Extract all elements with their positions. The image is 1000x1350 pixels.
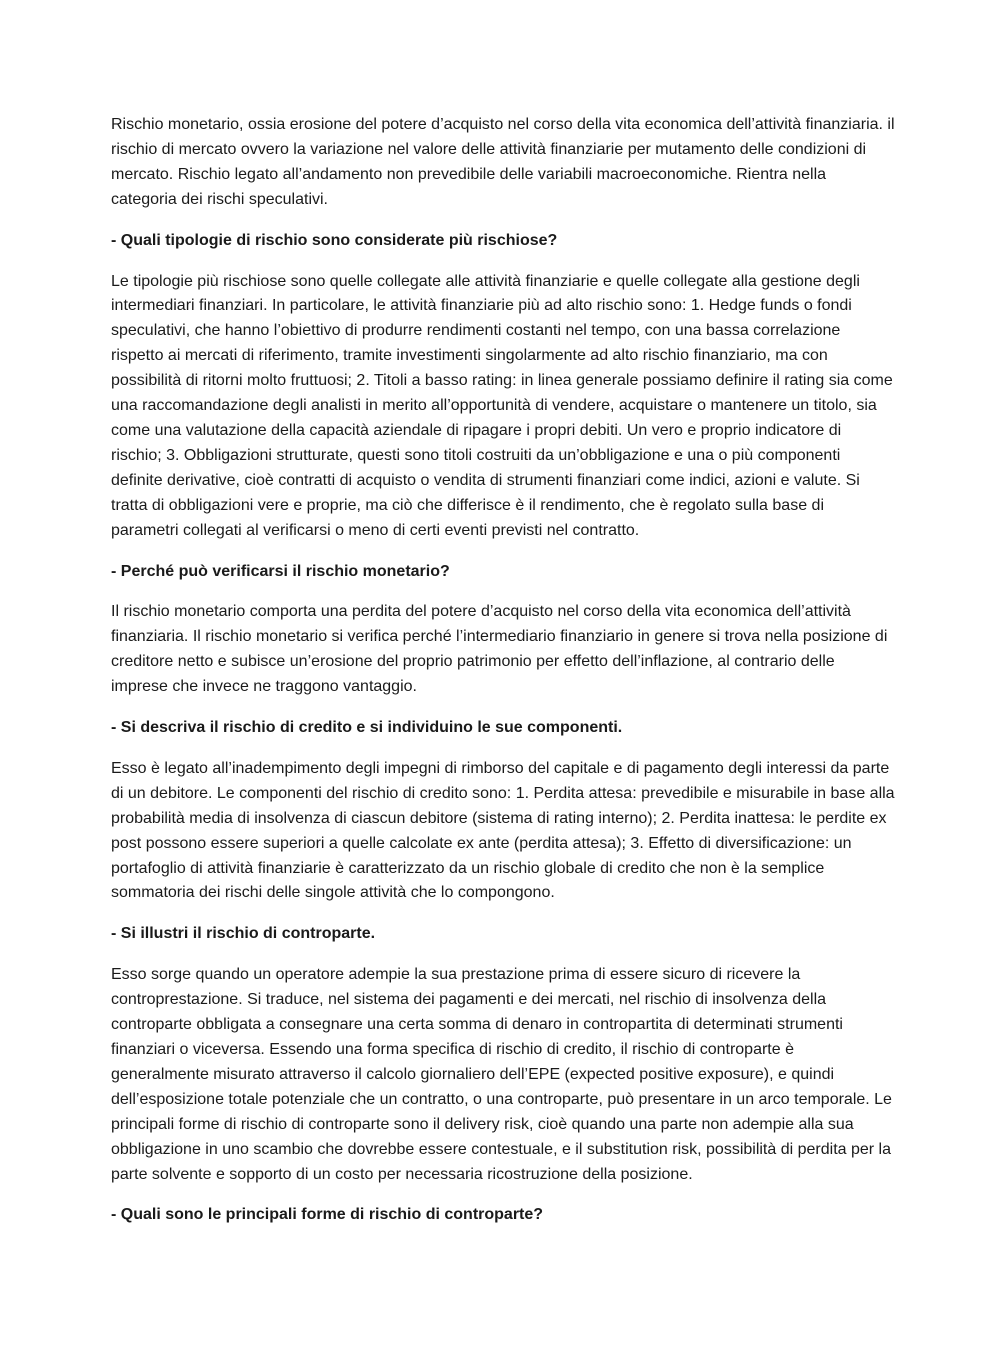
paragraph-credit-risk: Esso è legato all’inadempimento degli impegni di rimborso del capitale e di pagamento degli interessi da parte di un debitore. Le componenti del rischio di credito sono: 1. Perdita attesa: prevedibile e misurabile in base alla probabilità media di insolvenza di ciascun debitore (sistema di rating interno); 2. Perdita inattesa: le perdite ex post possono essere superiori a quelle calcolate ex ante (perdita attesa); 3. Effetto di diversificazione: un portafoglio di attività finanziarie è caratterizzato da un rischio globale di credito che non è la semplice sommatoria dei rischi delle singole attività che lo compongono. <box>111 759 895 902</box>
question-monetary-risk: - Perché può verificarsi il rischio monetario? <box>111 562 450 580</box>
paragraph-counterparty-risk: Esso sorge quando un operatore adempie la sua prestazione prima di essere sicuro di ricevere la controprestazione. Si traduce, nel sistema dei pagamenti e dei mercati, nel rischio di insolvenza della controparte obbligata a consegnare una certa somma di denaro in contropartita di determinati strumenti finanziari o viceversa. Essendo una forma specifica di rischio di credito, il rischio di controparte è generalmente misurato attraverso il calcolo giornaliero dell’EPE (expected positive exposure), e quindi dell’esposizione totale potenziale che un contratto, o una controparte, può presentare in un arco temporale. Le principali forme di rischio di controparte sono il delivery risk, cioè quando una parte non adempie alla sua obbligazione in uno scambio che dovrebbe essere contestuale, e il substitution risk, possibilità di perdita per la parte solvente e sopporto di un costo per necessaria ricostruzione della posizione. <box>111 966 892 1183</box>
paragraph-market-risk: Rischio monetario, ossia erosione del potere d’acquisto nel corso della vita economica dell’attività finanziaria. il rischio di mercato ovvero la variazione nel valore delle attività finanziarie per mutamento delle condizioni di mercato. Rischio legato all’andamento non prevedibile delle variabili macroeconomiche. Rientra nella categoria dei rischi speculativi. <box>111 116 895 208</box>
paragraph-monetary-risk: Il rischio monetario comporta una perdita del potere d’acquisto nel corso della vita economica dell’attività finanziaria. Il rischio monetario si verifica perché l’intermediario finanziario in genere si trova nella posizione di creditore netto e subisce un’erosione del proprio patrimonio per effetto dell’inflazione, al contrario delle imprese che invece ne traggono vantaggio. <box>111 603 888 696</box>
document-body <box>111 113 895 1244</box>
question-counterparty-forms: - Quali sono le principali forme di rischio di controparte? <box>111 1206 544 1224</box>
question-riskiest-types: - Quali tipologie di rischio sono considerate più rischiose? <box>111 231 558 249</box>
paragraph-riskiest-types: Le tipologie più rischiose sono quelle collegate alle attività finanziarie e quelle collegate alla gestione degli intermediari finanziari. In particolare, le attività finanziarie più ad alto rischio sono: 1. Hedge funds o fondi speculativi, che hanno l’obiettivo di produrre rendimenti costanti nel tempo, con una bassa correlazione rispetto ai mercati di riferimento, tramite investimenti singolarmente ad alto rischio finanziario, ma con possibilità di ritorni molto fruttuosi; 2. Titoli a basso rating: in linea generale possiamo definire il rating sia come una raccomandazione degli analisti in merito all’opportunità di vendere, acquistare o mantenere un titolo, sia come una valutazione della capacità aziendale di ripagare i propri debiti. Un vero e proprio indicatore di rischio; 3. Obbligazioni strutturate, questi sono titoli costruiti da un’obbligazione e una o più componenti definite derivative, cioè contratti di acquisto o vendita di strumenti finanziari come indici, azioni e valute. Si tratta di obbligazioni vere e proprie, ma ciò che differisce è il rendimento, che è regolato sulla base di parametri collegati al verificarsi o meno di certi eventi previsti nel contratto. <box>111 272 893 539</box>
question-credit-risk: - Si descriva il rischio di credito e si individuino le sue componenti. <box>111 719 623 737</box>
question-counterparty-risk: - Si illustri il rischio di controparte. <box>111 925 376 943</box>
